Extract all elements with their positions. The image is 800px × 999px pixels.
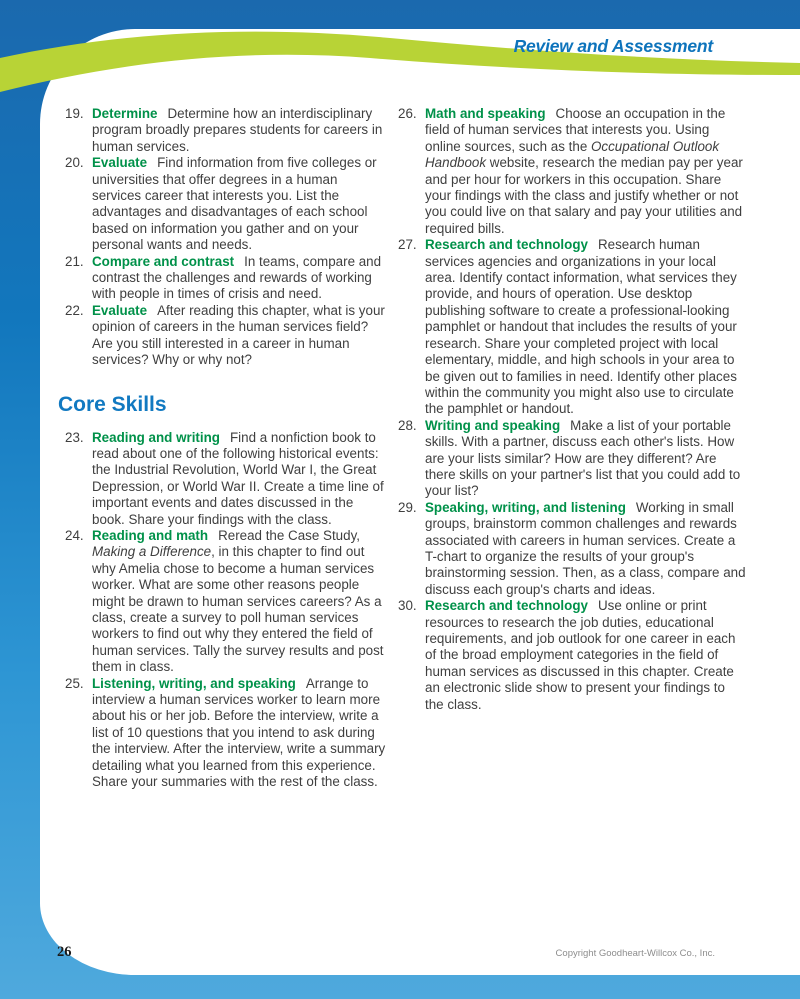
item-number: 25. (65, 675, 84, 691)
item-keyword: Research and technology (425, 598, 588, 614)
copyright-notice: Copyright Goodheart-Willcox Co., Inc. (555, 948, 715, 959)
item-text: Use online or print resources to research the job duties, educational requirements, and job outlook for one career in each of the broad employment categories in the field of human services as discussed in this chapter. Create an electronic slide show to present your findings to the class. (425, 598, 736, 712)
item-keyword: Math and speaking (425, 106, 546, 121)
item-text: In teams, compare and contrast the challenges and rewards of working with people in times of crisis and need. (92, 253, 382, 302)
item-text: Determine how an interdisciplinary program broadly prepares students for careers in human services. (92, 106, 383, 154)
list-item (398, 237, 746, 417)
item-keyword: Evaluate (92, 155, 148, 171)
item-number: 28. (398, 417, 417, 433)
item-number: 27. (398, 237, 417, 253)
item-text: Choose an occupation in the field of human services that interests you. Using online sources, such as the Occupational Outlook Handbook website, research the median pay per year and per hour for workers in this occupation. Share your findings with the class and justify whether or not you could live on that salary and pay your utilities and required bills. (425, 106, 743, 236)
core-skills-list-right (398, 106, 746, 713)
core-skills-list-left (65, 430, 388, 791)
list-item (65, 106, 388, 155)
item-keyword: Listening, writing, and speaking (92, 675, 296, 691)
item-text: Make a list of your portable skills. With a partner, discuss each other's lists. How are your lists similar? How are they different? Are there skills on your partner's list that you could add to your list? (425, 417, 741, 499)
page-number: 26 (57, 944, 72, 960)
list-item (65, 430, 388, 528)
page-header-title: Review and Assessment (513, 36, 713, 56)
item-number: 20. (65, 155, 84, 171)
list-item (398, 106, 746, 237)
item-keyword: Evaluate (92, 302, 148, 318)
list-item (65, 303, 388, 369)
item-text: Find a nonfiction book to read about one of the following historical events: the Industrial Revolution, World War I, the Great Depression, or World War II. Create a time line of important events and dates discussed in the book. Share your findings with the class. (92, 429, 384, 527)
list-item (65, 676, 388, 791)
list-item (65, 528, 388, 676)
item-number: 26. (398, 106, 417, 121)
item-text: Research human services agencies and organizations in your local area. Identify contact information, what services they provide, and hours of operation. Use desktop publishing software to create a professional-looking pamphlet or handout that includes the results of your research. Share your completed project with local elementary, middle, and high schools in your area to be given out to families in need. Identify other places within the community you might also use to circulate the pamphlet or handout. (425, 237, 737, 417)
item-keyword: Reading and writing (92, 429, 220, 445)
list-item (398, 500, 746, 598)
page-content (58, 106, 746, 790)
item-number: 24. (65, 527, 84, 543)
right-column (398, 106, 746, 790)
item-keyword: Research and technology (425, 237, 588, 253)
list-item (65, 254, 388, 303)
item-number: 22. (65, 302, 84, 318)
list-item (65, 155, 388, 253)
item-text: Find information from five colleges or universities that offer degrees in a human services career that interests you. List the advantages and disadvantages of each school based on information you gather and on your personal wants and needs. (92, 155, 377, 253)
item-number: 19. (65, 106, 84, 121)
section-heading-core-skills: Core Skills (58, 392, 167, 416)
item-text: Reread the Case Study, Making a Difference, in this chapter to find out why Amelia chose to become a human services worker. What are some other reasons people might be drawn to human services careers? As a class, create a survey to poll human services workers to find out why they entered the field of human services. Tally the survey results and post them in class. (92, 527, 384, 675)
item-text: Working in small groups, brainstorm common challenges and rewards associated with careers in human services. Create a T-chart to organize the results of your group's brainstorming session. Then, as a class, compare and discuss each group's charts and ideas. (425, 499, 746, 597)
item-keyword: Reading and math (92, 527, 209, 543)
item-text: Arrange to interview a human services worker to learn more about his or her job. Before the interview, write a list of 10 questions that you intend to ask during the interview. After the interview, write a summary detailing what you learned from this experience. Share your summaries with the rest of the class. (92, 675, 386, 790)
left-column (58, 106, 388, 790)
list-item (398, 598, 746, 713)
item-number: 29. (398, 499, 417, 515)
item-text: After reading this chapter, what is your opinion of careers in the human services field? Are you still interested in a career in human services? Why or why not? (92, 302, 385, 368)
item-number: 30. (398, 598, 417, 614)
item-keyword: Determine (92, 106, 158, 121)
item-keyword: Compare and contrast (92, 253, 235, 269)
item-number: 23. (65, 429, 84, 445)
item-keyword: Writing and speaking (425, 417, 561, 433)
item-keyword: Speaking, writing, and listening (425, 499, 626, 515)
review-items-list (65, 106, 388, 369)
item-number: 21. (65, 253, 84, 269)
list-item (398, 418, 746, 500)
